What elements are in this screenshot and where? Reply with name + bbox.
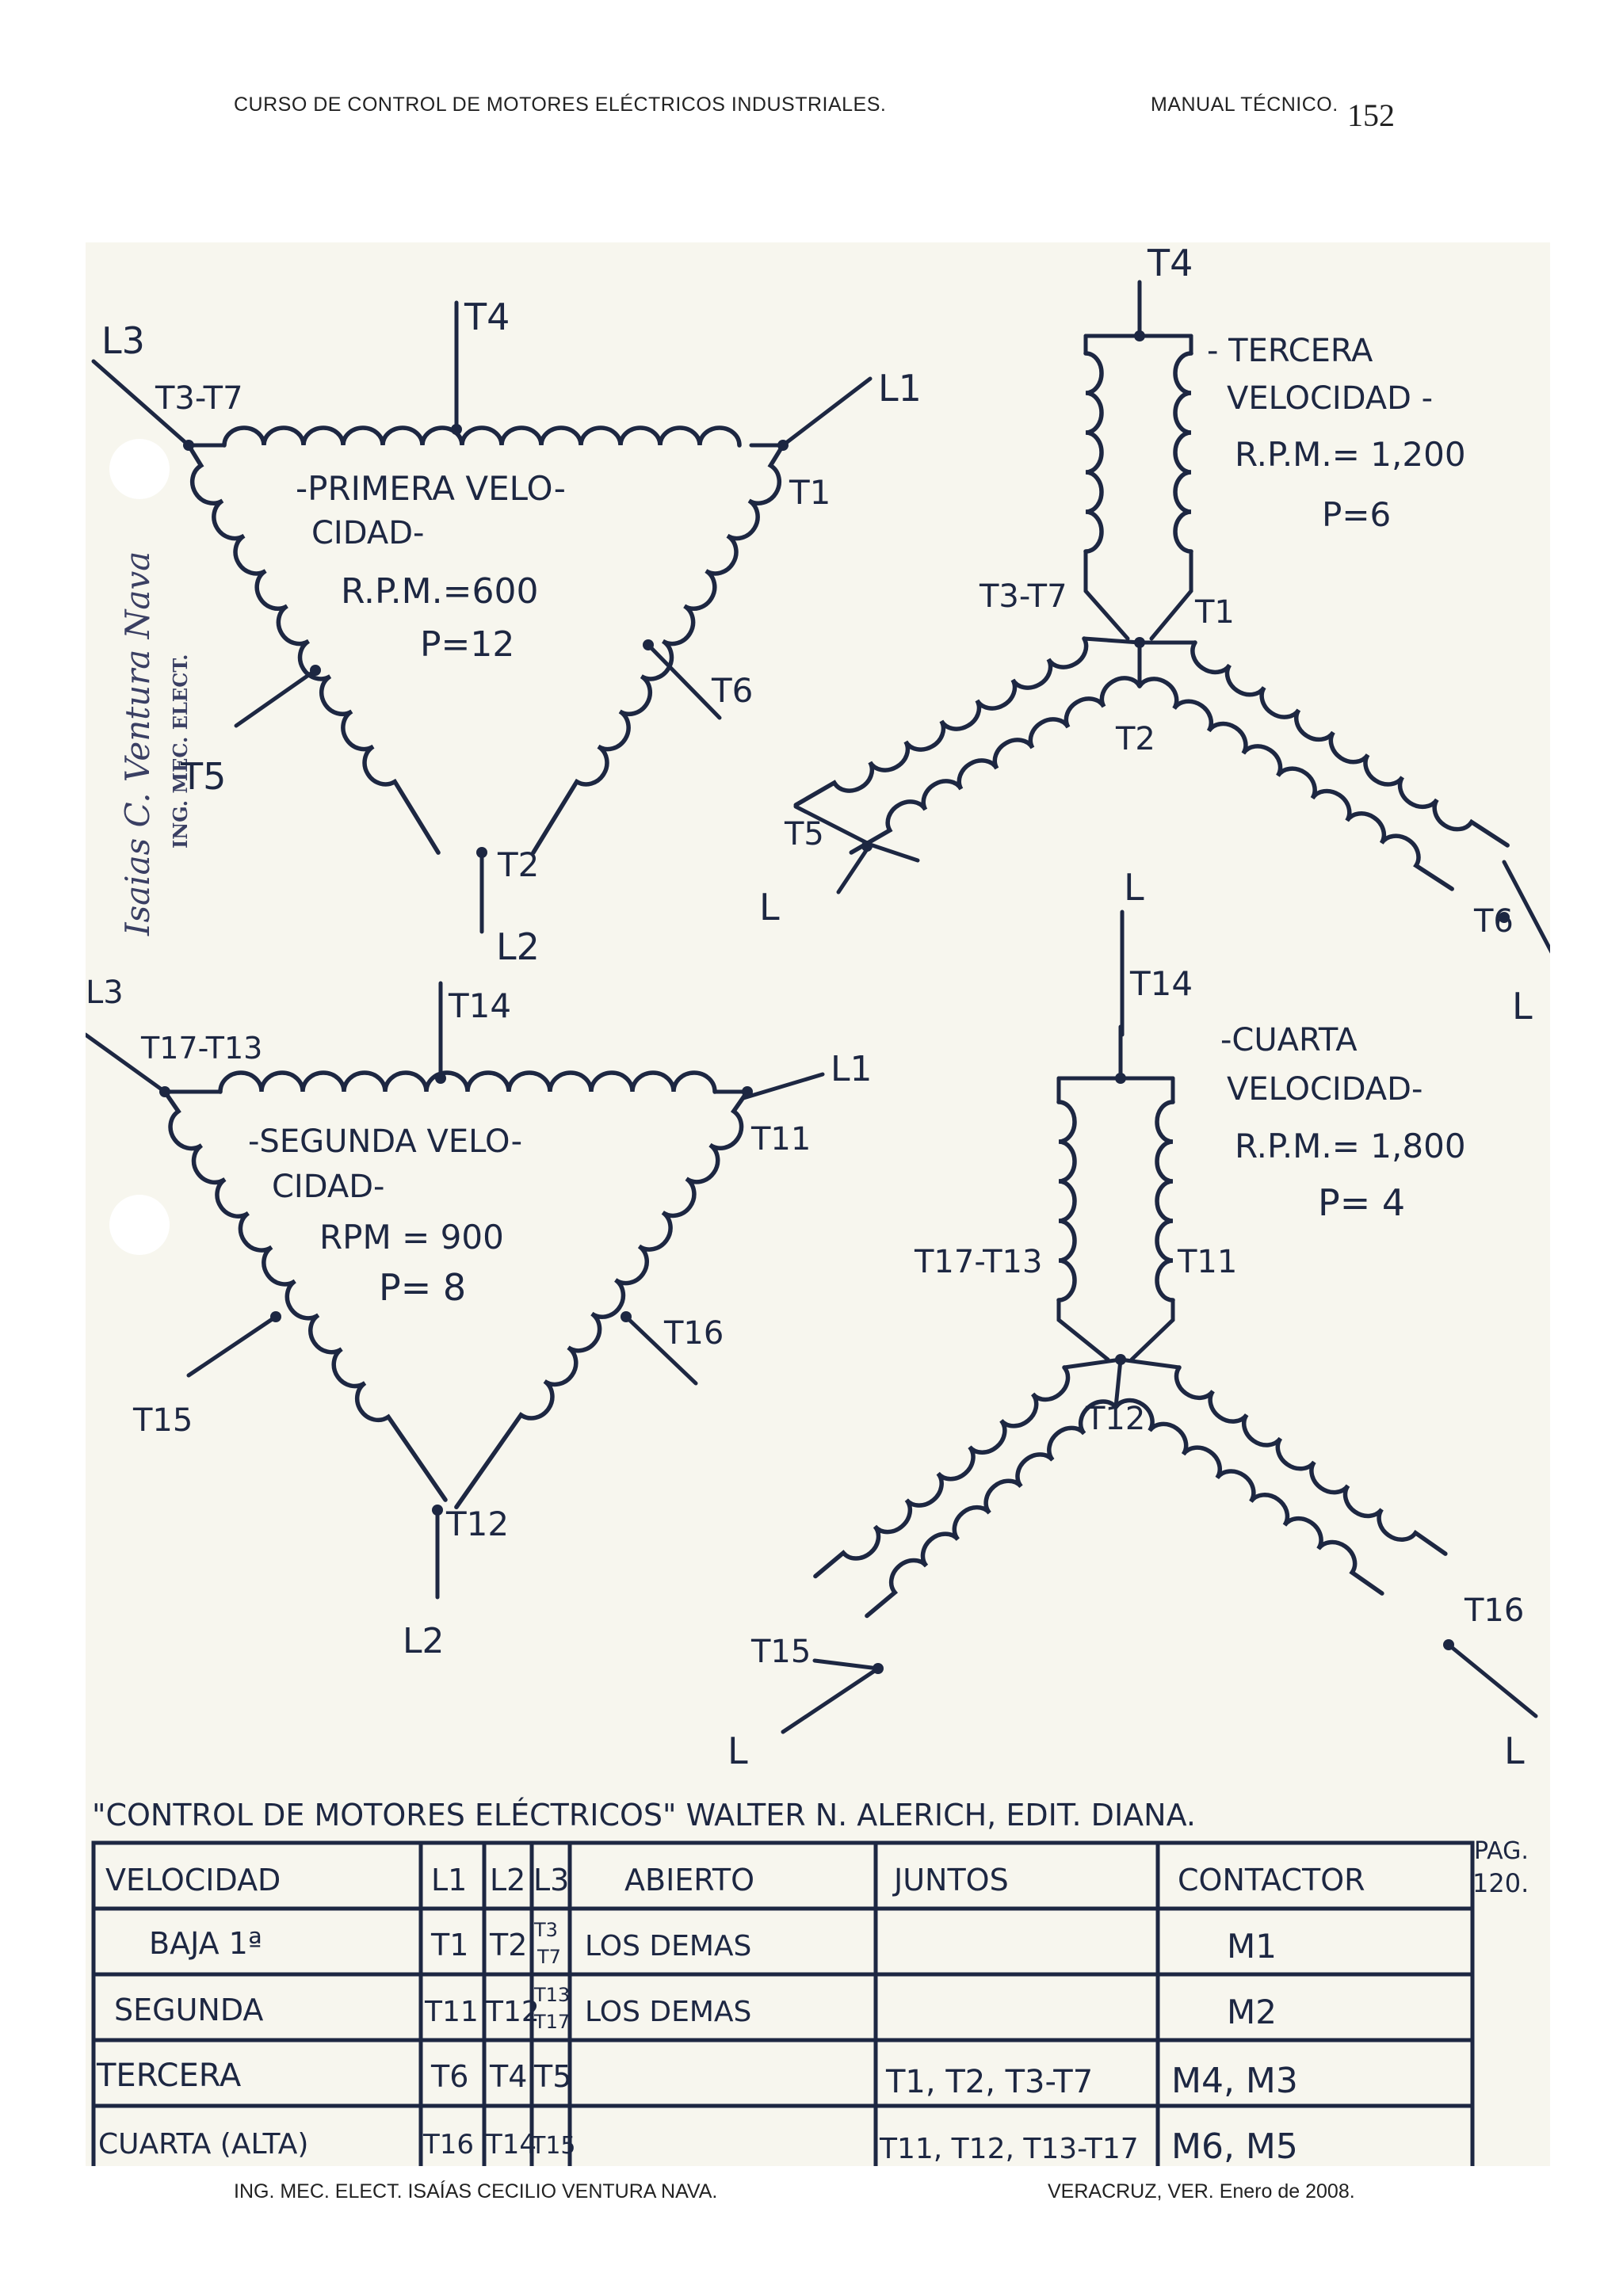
segunda-label-t14: T14 xyxy=(449,986,512,1025)
cuarta-node-top xyxy=(1115,1073,1126,1084)
th-l1: L1 xyxy=(431,1863,468,1897)
tercera-label-l-left: L xyxy=(759,886,780,929)
segunda-label-t11: T11 xyxy=(751,1121,812,1158)
cuarta-wire-l-right xyxy=(1449,1645,1536,1716)
cell-l3-bottom: T7 xyxy=(537,1946,561,1968)
tercera-label-t2: T2 xyxy=(1116,721,1155,757)
page-number: 152 xyxy=(1347,97,1395,133)
cell-l1: T1 xyxy=(431,1928,469,1962)
primera-title-1: -PRIMERA VELO- xyxy=(296,469,566,508)
binder-hole-bottom xyxy=(109,1195,170,1255)
primera-wire-l1 xyxy=(783,379,870,445)
primera-poles: P=12 xyxy=(420,624,515,665)
cuarta-wire-l-left xyxy=(783,1669,878,1732)
diagram-primera xyxy=(94,296,922,968)
cell-l2: T12 xyxy=(486,1996,540,2028)
primera-wire-t6 xyxy=(648,645,720,718)
cuarta-label-t12: T12 xyxy=(1086,1401,1146,1437)
tercera-coil-sw-lower xyxy=(842,671,1140,852)
segunda-wire-l1 xyxy=(743,1074,823,1098)
tercera-label-t6: T6 xyxy=(1474,903,1514,940)
tercera-poles: P=6 xyxy=(1322,495,1392,534)
cuarta-node-t16 xyxy=(1443,1639,1454,1650)
cell-l2: T2 xyxy=(490,1928,528,1962)
tercera-label-t5: T5 xyxy=(785,816,824,852)
segunda-label-l3: L3 xyxy=(86,974,124,1011)
tercera-title-1: - TERCERA xyxy=(1207,333,1373,369)
cuarta-title-2: VELOCIDAD- xyxy=(1227,1071,1423,1108)
segunda-node-t16 xyxy=(621,1311,632,1322)
cuarta-label-t15: T15 xyxy=(751,1634,812,1670)
segunda-node-t11 xyxy=(742,1086,753,1097)
cell-juntos: T1, T2, T3-T7 xyxy=(886,2064,1094,2100)
cell-l1: T11 xyxy=(425,1996,479,2028)
cuarta-node-center xyxy=(1115,1354,1126,1365)
cell-abierto: LOS DEMAS xyxy=(585,1930,752,1962)
primera-node-t3t7 xyxy=(183,440,194,451)
tercera-left-rail xyxy=(1086,336,1128,639)
cell-velocidad: TERCERA xyxy=(97,2058,242,2094)
cuarta-coil-sw-lower xyxy=(856,1394,1116,1615)
tercera-label-l-right: L xyxy=(1512,985,1533,1028)
segunda-label-l1: L1 xyxy=(831,1049,873,1089)
cell-l2: T4 xyxy=(490,2059,528,2094)
primera-label-t5: T5 xyxy=(181,755,227,798)
cuarta-coil-right xyxy=(1157,1102,1173,1300)
primera-node-t5 xyxy=(310,665,321,676)
primera-label-t1: T1 xyxy=(789,473,831,512)
segunda-label-t17t13: T17-T13 xyxy=(141,1031,263,1066)
cell-l3-top: T3 xyxy=(534,1919,558,1941)
cell-contactor: M2 xyxy=(1227,1993,1277,2031)
primera-label-l1: L1 xyxy=(878,367,922,410)
primera-coil-left xyxy=(173,445,439,863)
header-manual: MANUAL TÉCNICO. xyxy=(1151,93,1338,116)
segunda-title-1: -SEGUNDA VELO- xyxy=(248,1123,522,1160)
cuarta-label-t17t13: T17-T13 xyxy=(915,1244,1043,1280)
footer-location: VERACRUZ, VER. Enero de 2008. xyxy=(1048,2180,1355,2203)
segunda-node-t15 xyxy=(270,1311,281,1322)
th-velocidad: VELOCIDAD xyxy=(105,1863,281,1897)
segunda-poles: P= 8 xyxy=(379,1266,467,1309)
cell-velocidad: SEGUNDA xyxy=(114,1993,264,2027)
cell-l3-top: T13 xyxy=(534,1984,571,2006)
cuarta-poles: P= 4 xyxy=(1318,1181,1406,1224)
tercera-label-t3t7: T3-T7 xyxy=(980,578,1067,615)
cell-l3-bottom: T17 xyxy=(534,2011,571,2033)
cuarta-rpm: R.P.M.= 1,800 xyxy=(1235,1127,1466,1165)
primera-label-t2: T2 xyxy=(498,845,540,884)
tercera-coil-sw-upper xyxy=(796,639,1093,820)
cuarta-label-t16: T16 xyxy=(1465,1592,1525,1629)
segunda-wire-t15 xyxy=(189,1317,276,1375)
cuarta-label-l-right: L xyxy=(1504,1730,1525,1772)
primera-coil-top xyxy=(224,428,739,445)
segunda-node-t14 xyxy=(435,1073,446,1084)
tercera-title-2: VELOCIDAD - xyxy=(1227,380,1434,417)
signature-title: ING. MEC. ELECT. xyxy=(169,654,192,849)
primera-node-t2 xyxy=(476,847,487,858)
segunda-label-l2: L2 xyxy=(403,1621,445,1661)
cuarta-coil-sw-upper xyxy=(815,1367,1075,1589)
cuarta-node-t15 xyxy=(873,1663,884,1674)
reference-text: "CONTROL DE MOTORES ELÉCTRICOS" WALTER N. ALERICH, EDIT. DIANA. xyxy=(92,1798,1196,1833)
cuarta-label-t11: T11 xyxy=(1178,1244,1238,1280)
primera-node-t1 xyxy=(777,440,789,451)
cell-l1: T16 xyxy=(423,2129,475,2161)
signature-name: Isaias C. Ventura Nava xyxy=(118,551,157,936)
segunda-label-t16: T16 xyxy=(664,1315,724,1352)
cell-abierto: LOS DEMAS xyxy=(585,1996,752,2028)
cuarta-title-1: -CUARTA xyxy=(1220,1022,1358,1058)
primera-node-t6 xyxy=(643,639,654,650)
header-title: CURSO DE CONTROL DE MOTORES ELÉCTRICOS INDUSTRIALES. xyxy=(234,93,887,116)
primera-title-2: CIDAD- xyxy=(311,515,425,551)
scanned-sheet xyxy=(86,242,1550,2166)
reference-pag-2: 120. xyxy=(1472,1868,1529,1898)
th-abierto: ABIERTO xyxy=(624,1863,755,1897)
tercera-node-center xyxy=(1134,637,1145,648)
cell-contactor: M6, M5 xyxy=(1171,2126,1298,2166)
primera-label-t6: T6 xyxy=(712,671,754,710)
th-l3: L3 xyxy=(533,1863,570,1897)
tercera-coil-se-lower xyxy=(1140,672,1461,889)
tercera-node-t5 xyxy=(861,841,873,852)
tercera-label-l-top: L xyxy=(1124,866,1144,909)
cell-velocidad: BAJA 1ª xyxy=(149,1926,262,1961)
segunda-node-t17t13 xyxy=(159,1086,170,1097)
tercera-coil-right xyxy=(1175,353,1191,551)
segunda-title-2: CIDAD- xyxy=(272,1169,385,1205)
segunda-coil-top xyxy=(220,1073,715,1092)
cuarta-label-l-left: L xyxy=(727,1730,748,1772)
cell-l3-top: T5 xyxy=(534,2059,572,2094)
cell-l3-top: T15 xyxy=(531,2132,576,2160)
cuarta-coil-se-upper xyxy=(1169,1367,1445,1568)
diagram-tercera xyxy=(759,242,1550,1035)
primera-label-t4: T4 xyxy=(464,296,510,338)
cell-l2: T14 xyxy=(486,2129,537,2161)
reference-pag-1: PAG. xyxy=(1474,1837,1529,1865)
segunda-label-t15: T15 xyxy=(133,1402,193,1439)
cuarta-coil-left xyxy=(1059,1102,1075,1300)
tercera-label-t4: T4 xyxy=(1148,242,1193,284)
tercera-coil-se-upper xyxy=(1186,643,1507,860)
table-row xyxy=(149,1919,1277,1968)
tercera-node-t4 xyxy=(1134,330,1145,341)
cell-juntos: T11, T12, T13-T17 xyxy=(880,2133,1139,2165)
table-row xyxy=(98,2126,1298,2166)
tercera-rpm: R.P.M.= 1,200 xyxy=(1235,435,1466,474)
primera-label-l2: L2 xyxy=(496,925,540,968)
tercera-label-t1: T1 xyxy=(1195,594,1235,631)
tercera-coil-left xyxy=(1086,353,1102,551)
cuarta-wire-t15-leg xyxy=(815,1661,878,1669)
th-juntos: JUNTOS xyxy=(894,1863,1009,1897)
primera-wire-t5 xyxy=(236,670,315,726)
cell-contactor: M4, M3 xyxy=(1171,2061,1298,2101)
segunda-rpm: RPM = 900 xyxy=(319,1218,504,1257)
primera-node-t4 xyxy=(451,424,462,435)
signature-block xyxy=(118,551,192,936)
cell-l1: T6 xyxy=(431,2059,469,2094)
cuarta-label-t14: T14 xyxy=(1130,964,1193,1003)
table-row xyxy=(96,2058,1298,2101)
footer-author: ING. MEC. ELECT. ISAÍAS CECILIO VENTURA NAVA. xyxy=(234,2180,718,2203)
tercera-right-rail xyxy=(1151,336,1191,639)
table-row xyxy=(114,1984,1277,2033)
primera-coil-right xyxy=(533,445,800,863)
segunda-label-t12: T12 xyxy=(446,1505,510,1543)
th-contactor: CONTACTOR xyxy=(1178,1863,1365,1897)
binder-hole-top xyxy=(109,439,170,499)
cell-velocidad: CUARTA (ALTA) xyxy=(98,2128,309,2161)
connection-table xyxy=(94,1843,1472,2166)
th-l2: L2 xyxy=(490,1863,526,1897)
primera-rpm: R.P.M.=600 xyxy=(341,571,539,612)
diagram-segunda xyxy=(86,974,873,1661)
primera-label-l3: L3 xyxy=(101,319,145,362)
motor-diagrams xyxy=(86,242,1550,2166)
segunda-node-t12 xyxy=(432,1505,443,1516)
cell-contactor: M1 xyxy=(1227,1927,1277,1966)
cuarta-coil-se-lower xyxy=(1116,1393,1392,1593)
primera-label-t3t7: T3-T7 xyxy=(155,380,243,417)
